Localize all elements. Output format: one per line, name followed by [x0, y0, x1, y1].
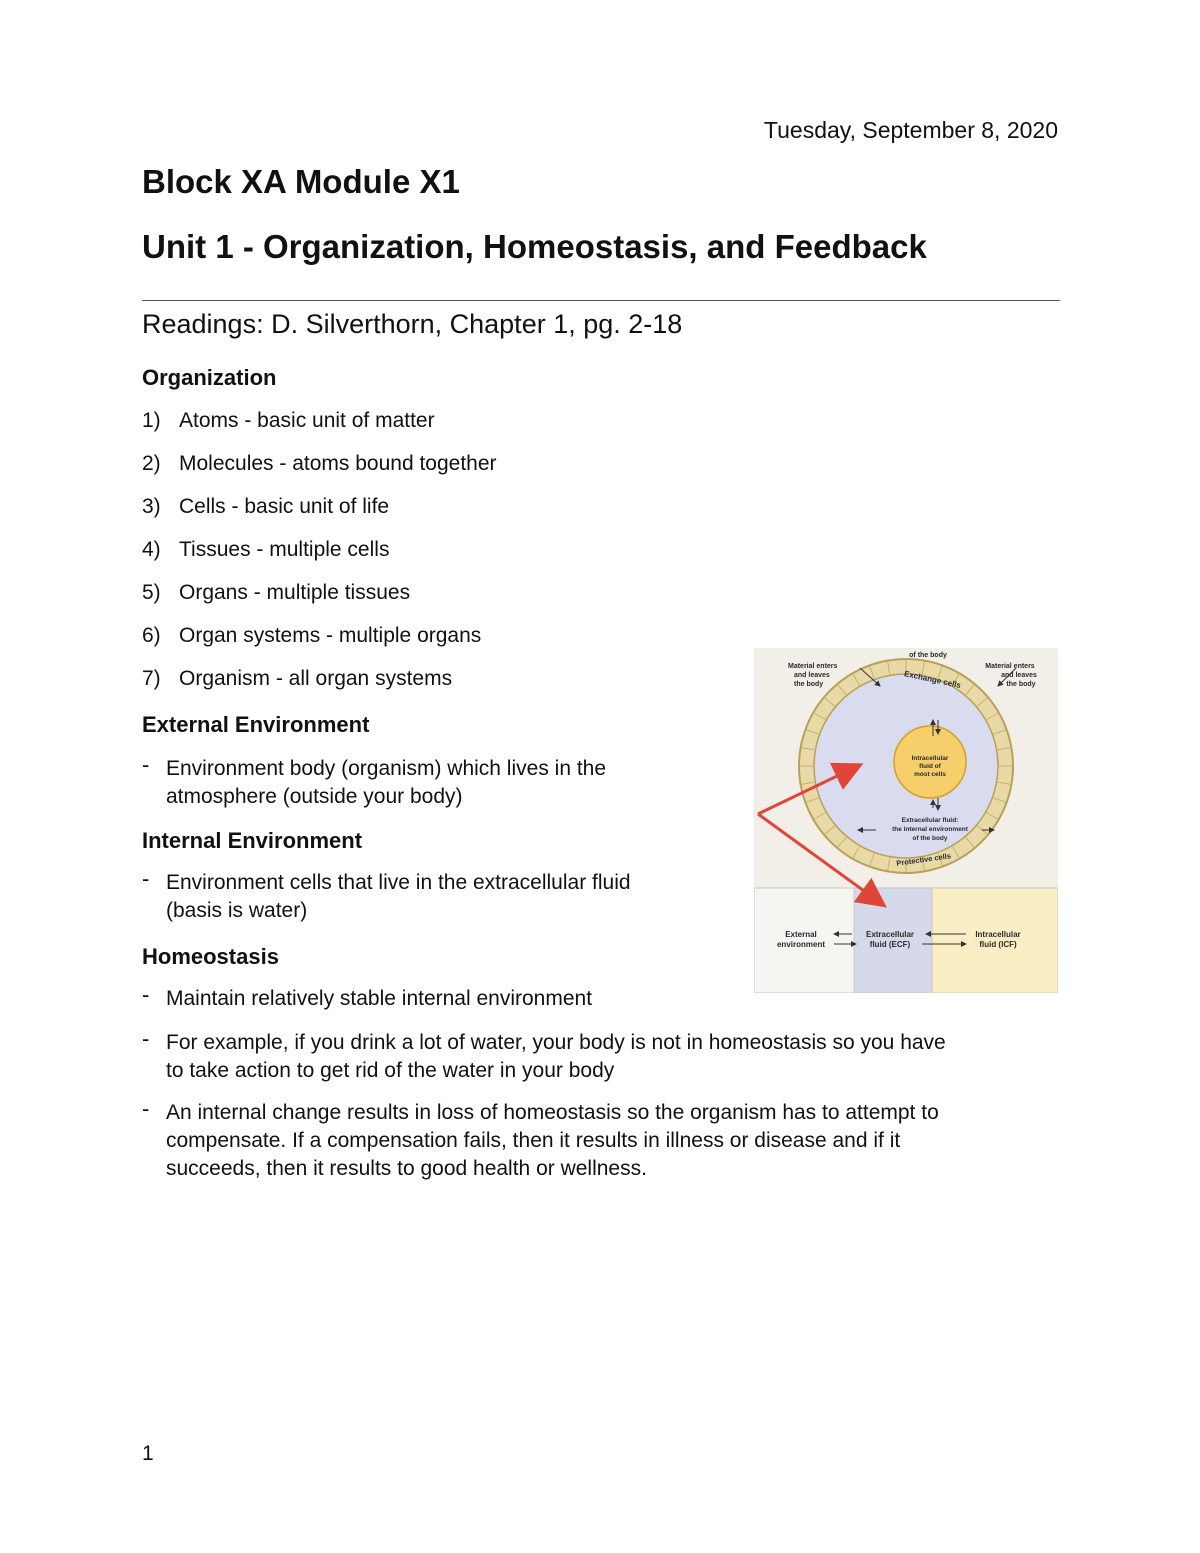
title-divider	[142, 300, 1060, 301]
list-item: 5) Organs - multiple tissues	[142, 581, 411, 604]
ecf-label-3: of the body	[912, 835, 948, 842]
ecf-label-1: Extracellular fluid:	[901, 817, 959, 824]
readings-line: Readings: D. Silverthorn, Chapter 1, pg. 2-18	[142, 309, 683, 339]
list-item: 2) Molecules - atoms bound together	[142, 452, 497, 475]
icf-label-1: Intracellular	[911, 755, 949, 762]
homeostasis-heading: Homeostasis	[142, 944, 279, 969]
list-item: 3) Cells - basic unit of life	[142, 495, 390, 518]
internal-environment-heading: Internal Environment	[142, 828, 363, 853]
panel-ecf-label-1: Extracellular	[865, 930, 915, 939]
panel-icf-label-2: fluid (ICF)	[979, 940, 1017, 949]
page-number: 1	[142, 1442, 154, 1465]
bullet-item: - Environment cells that live in the extracellular fluid (basis is water)	[142, 866, 631, 922]
figure-top-label: of the body	[909, 652, 947, 659]
exchange-cells-label: Exchange cells	[903, 669, 962, 690]
intracellular-fluid-cell	[894, 726, 966, 798]
panel-icf-label-1: Intracellular	[975, 930, 1021, 939]
list-item: 7) Organism - all organ systems	[142, 667, 453, 690]
unit-title: Unit 1 - Organization, Homeostasis, and Feedback	[142, 228, 927, 265]
material-left-label-1: Material enters	[788, 663, 838, 670]
bullet-item: - An internal change results in loss of homeostasis so the organism has to attempt to compensate. If a compensation fails, then it results in illness or disease and if it succeeds, then it results to good health or wellness.	[142, 1096, 939, 1180]
material-right-label-1: Material enters	[985, 663, 1035, 670]
list-item: 1) Atoms - basic unit of matter	[142, 409, 435, 432]
material-right-label-2: and leaves	[1001, 672, 1037, 679]
list-item: 6) Organ systems - multiple organs	[142, 624, 482, 647]
material-left-label-3: the body	[794, 681, 824, 688]
body-fluid-compartments-figure	[754, 648, 1058, 993]
bullet-item: - For example, if you drink a lot of water, your body is not in homeostasis so you have to take action to get rid of the water in your body	[142, 1026, 946, 1082]
icf-label-3: most cells	[914, 771, 946, 778]
bullet-item: - Environment body (organism) which lives in the atmosphere (outside your body)	[142, 752, 607, 808]
panel-external-label-1: External	[785, 930, 817, 939]
material-left-label-2: and leaves	[794, 672, 830, 679]
panel-ecf-label-2: fluid (ECF)	[869, 940, 911, 949]
list-item: 4) Tissues - multiple cells	[142, 538, 390, 561]
organization-heading: Organization	[142, 365, 277, 390]
block-title: Block XA Module X1	[142, 163, 460, 200]
ecf-label-2: the internal environment	[892, 826, 968, 833]
icf-label-2: fluid of	[919, 763, 941, 770]
panel-external-label-2: environment	[776, 940, 826, 949]
external-environment-heading: External Environment	[142, 712, 370, 737]
document-date: Tuesday, September 8, 2020	[763, 117, 1058, 143]
material-right-label-3: the body	[1006, 681, 1036, 688]
bullet-item: - Maintain relatively stable internal environment	[142, 982, 593, 1010]
protective-cells-label: Protective cells	[895, 851, 952, 868]
